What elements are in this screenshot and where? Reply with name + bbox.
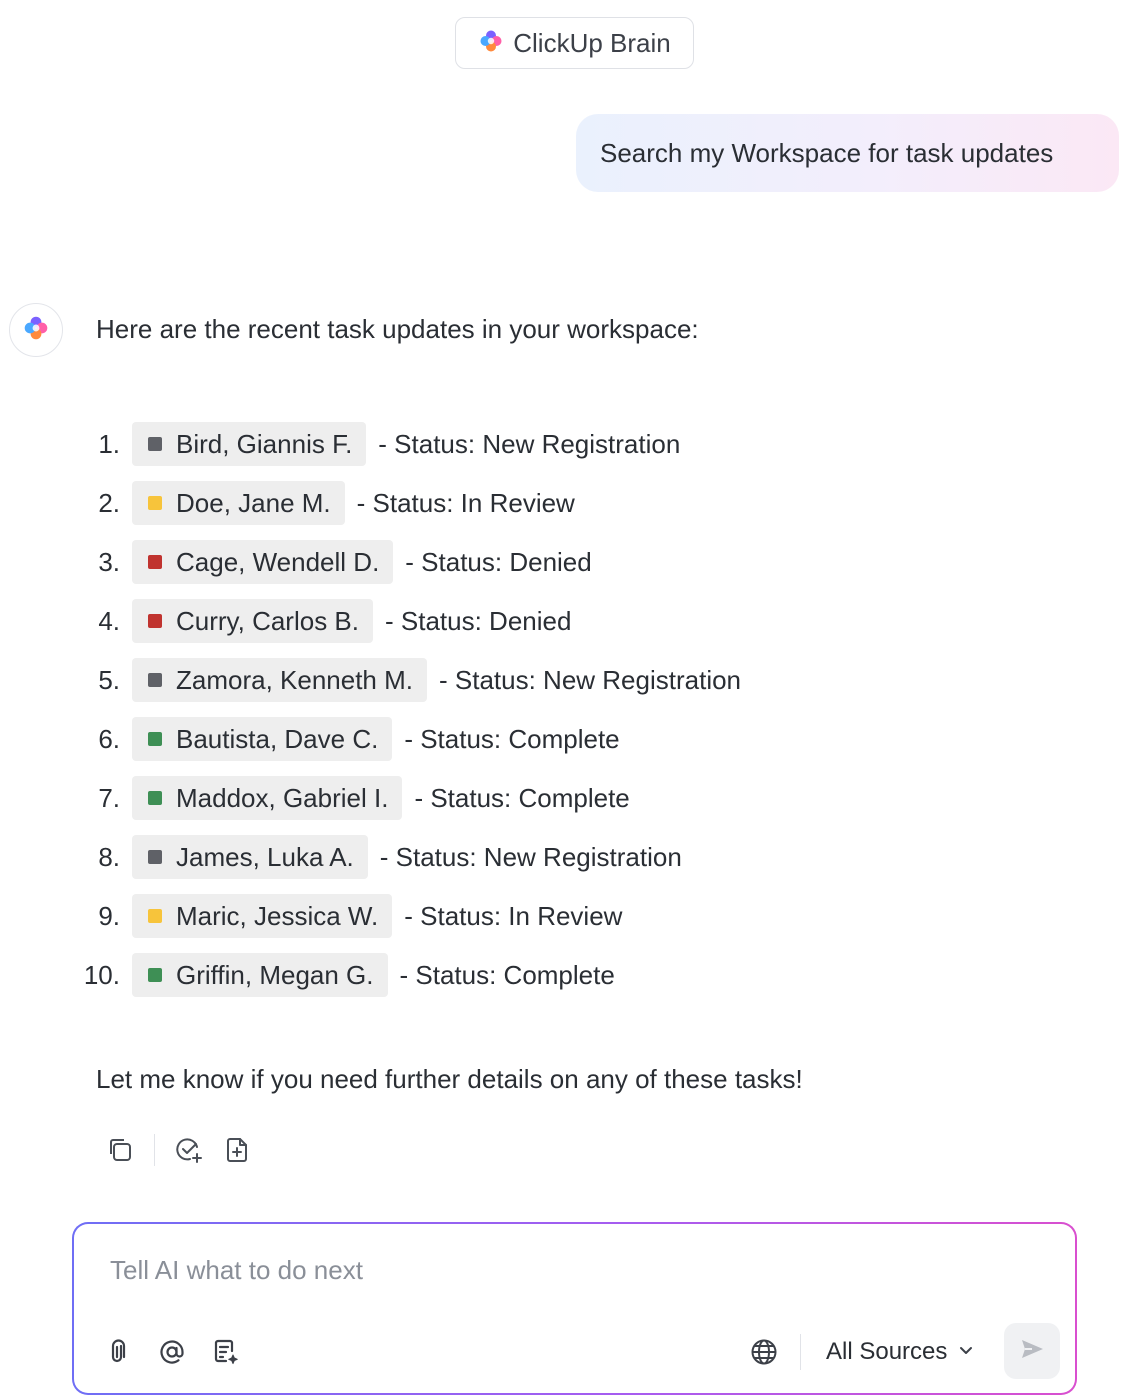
task-number: 6. bbox=[98, 723, 120, 754]
task-link-chip[interactable] bbox=[132, 481, 345, 525]
task-link-chip[interactable] bbox=[132, 717, 392, 761]
task-name: Maddox, Gabriel I. bbox=[176, 782, 389, 813]
task-status-text: - Status: New Registration bbox=[439, 664, 742, 695]
task-status-text: - Status: Denied bbox=[385, 605, 572, 636]
status-color-square bbox=[148, 909, 162, 923]
task-link-chip[interactable] bbox=[132, 540, 393, 584]
task-number: 7. bbox=[98, 782, 120, 813]
task-link-chip[interactable] bbox=[132, 599, 373, 643]
templates-icon[interactable] bbox=[206, 1332, 246, 1372]
task-list-item bbox=[0, 834, 682, 880]
task-name: Bird, Giannis F. bbox=[176, 428, 353, 459]
task-list-item bbox=[0, 893, 622, 939]
status-color-square bbox=[148, 968, 162, 982]
badge-label: ClickUp Brain bbox=[513, 27, 671, 58]
assistant-outro-text: Let me know if you need further details on any of these tasks! bbox=[96, 1064, 803, 1094]
task-link-chip[interactable] bbox=[132, 658, 427, 702]
task-link-chip[interactable] bbox=[132, 776, 402, 820]
composer-inner bbox=[74, 1224, 1075, 1393]
task-status-text: - Status: In Review bbox=[356, 487, 575, 518]
task-number: 1. bbox=[98, 428, 120, 459]
task-status-text: - Status: Denied bbox=[405, 546, 592, 577]
task-link-chip[interactable] bbox=[132, 953, 388, 997]
task-name: Cage, Wendell D. bbox=[176, 546, 380, 577]
task-link-chip[interactable] bbox=[132, 422, 366, 466]
user-message-bubble bbox=[576, 114, 1119, 192]
clickup-brain-logo-icon bbox=[478, 28, 504, 59]
task-list-item bbox=[0, 657, 741, 703]
create-task-icon[interactable] bbox=[171, 1132, 207, 1168]
task-status-text: - Status: In Review bbox=[404, 900, 623, 931]
task-status-text: - Status: New Registration bbox=[379, 841, 682, 872]
assistant-avatar bbox=[9, 303, 63, 357]
task-name: Bautista, Dave C. bbox=[176, 723, 379, 754]
status-color-square bbox=[148, 791, 162, 805]
copy-icon[interactable] bbox=[102, 1132, 138, 1168]
globe-icon[interactable] bbox=[744, 1332, 784, 1372]
status-color-square bbox=[148, 732, 162, 746]
ai-composer bbox=[72, 1222, 1077, 1395]
task-name: James, Luka A. bbox=[176, 841, 354, 872]
task-name: Doe, Jane M. bbox=[176, 487, 331, 518]
task-list-item bbox=[0, 716, 620, 762]
task-number: 5. bbox=[98, 664, 120, 695]
task-list-item bbox=[0, 480, 575, 526]
send-button[interactable] bbox=[1004, 1323, 1060, 1379]
status-color-square bbox=[148, 614, 162, 628]
task-link-chip[interactable] bbox=[132, 835, 368, 879]
assistant-intro-text: Here are the recent task updates in your workspace: bbox=[96, 314, 699, 344]
task-name: Curry, Carlos B. bbox=[176, 605, 359, 636]
task-list-item bbox=[0, 539, 592, 585]
user-message-text: Search my Workspace for task updates bbox=[600, 137, 1054, 168]
task-list-item bbox=[0, 775, 630, 821]
status-color-square bbox=[148, 496, 162, 510]
response-actions bbox=[102, 1130, 255, 1170]
task-status-text: - Status: New Registration bbox=[378, 428, 681, 459]
status-color-square bbox=[148, 673, 162, 687]
task-number: 8. bbox=[98, 841, 120, 872]
task-number: 10. bbox=[83, 959, 120, 990]
task-name: Zamora, Kenneth M. bbox=[176, 664, 413, 695]
composer-divider bbox=[800, 1334, 801, 1370]
task-status-text: - Status: Complete bbox=[404, 723, 620, 754]
task-list-item bbox=[0, 421, 680, 467]
task-status-text: - Status: Complete bbox=[399, 959, 615, 990]
attach-icon[interactable] bbox=[98, 1332, 138, 1372]
sources-dropdown[interactable] bbox=[826, 1332, 975, 1372]
task-number: 9. bbox=[98, 900, 120, 931]
sources-label: All Sources bbox=[826, 1338, 948, 1365]
task-link-chip[interactable] bbox=[132, 894, 392, 938]
task-number: 4. bbox=[98, 605, 120, 636]
actions-divider bbox=[154, 1134, 155, 1166]
ai-prompt-input[interactable] bbox=[110, 1252, 810, 1288]
status-color-square bbox=[148, 437, 162, 451]
status-color-square bbox=[148, 555, 162, 569]
send-icon bbox=[1018, 1335, 1046, 1368]
create-doc-icon[interactable] bbox=[219, 1132, 255, 1168]
status-color-square bbox=[148, 850, 162, 864]
task-number: 3. bbox=[98, 546, 120, 577]
clickup-brain-logo-icon bbox=[22, 314, 50, 347]
task-number: 2. bbox=[98, 487, 120, 518]
task-name: Maric, Jessica W. bbox=[176, 900, 379, 931]
task-list-item bbox=[0, 952, 615, 998]
task-status-text: - Status: Complete bbox=[414, 782, 630, 813]
task-list-item bbox=[0, 598, 571, 644]
task-name: Griffin, Megan G. bbox=[176, 959, 374, 990]
chevron-down-icon bbox=[957, 1341, 975, 1364]
mention-icon[interactable] bbox=[152, 1332, 192, 1372]
clickup-brain-badge bbox=[455, 17, 694, 69]
